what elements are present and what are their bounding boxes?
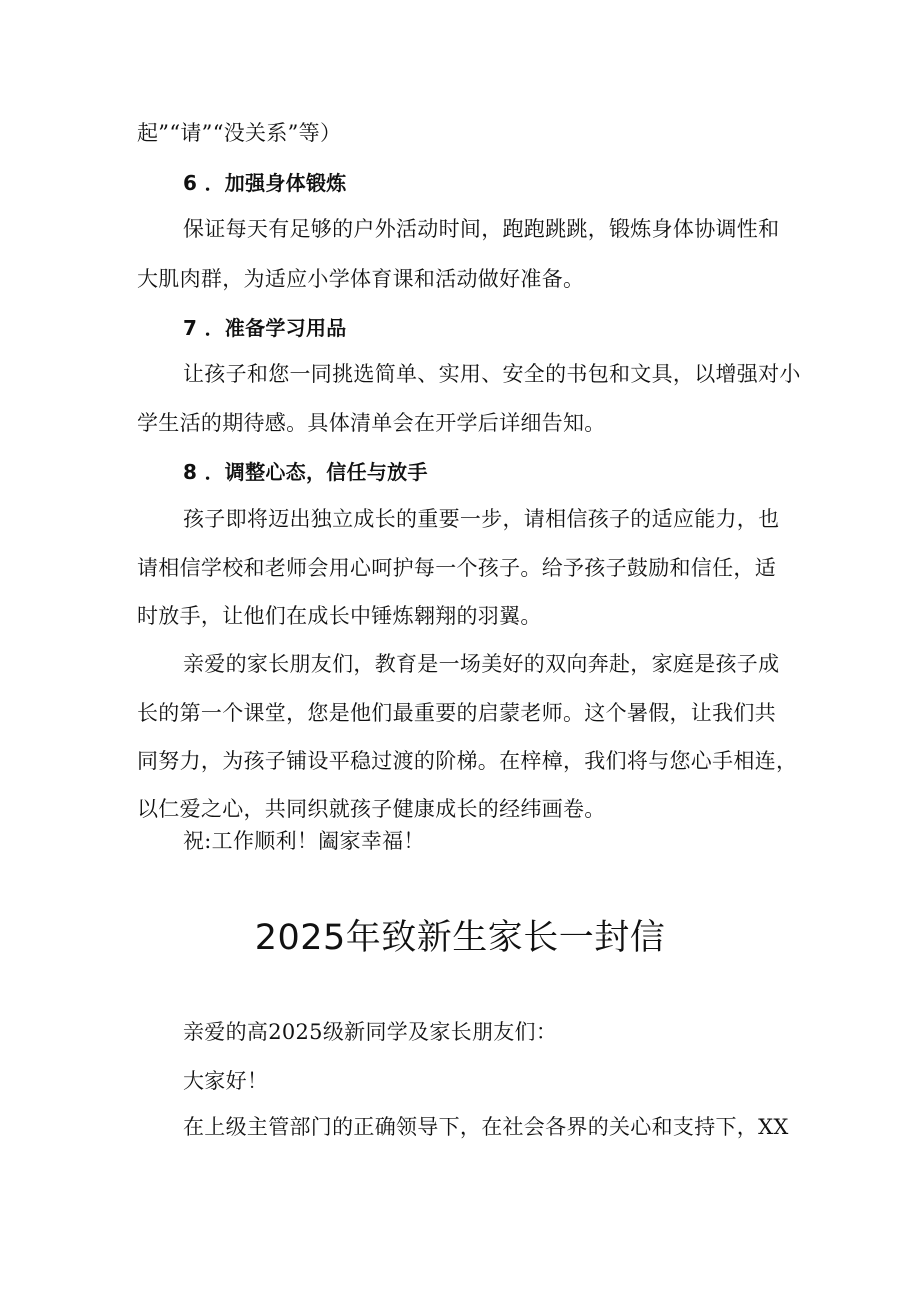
item-8-line-2: 请相信学校和老师会用心呵护每一个孩子。给予孩子鼓励和信任，适 — [137, 556, 776, 580]
closing-line-3: 同努力，为孩子铺设平稳过渡的阶梯。在梓樟，我们将与您心手相连， — [137, 749, 798, 773]
item-7-heading: 7 ．准备学习用品 — [183, 316, 347, 340]
item-7-line-1: 让孩子和您一同挑选简单、实用、安全的书包和文具，以增强对小 — [183, 362, 801, 386]
letter-body-line-1: 在上级主管部门的正确领导下，在社会各界的关心和支持下，XX — [183, 1115, 789, 1139]
item-6-line-1: 保证每天有足够的户外活动时间，跑跑跳跳，锻炼身体协调性和 — [183, 217, 780, 241]
letter-title: 2025年致新生家长一封信 — [254, 918, 666, 958]
closing-line-1: 亲爱的家长朋友们，教育是一场美好的双向奔赴，家庭是孩子成 — [183, 652, 780, 676]
letter-salutation: 亲爱的高2025级新同学及家长朋友们： — [183, 1020, 558, 1044]
item-8-line-1: 孩子即将迈出独立成长的重要一步，请相信孩子的适应能力，也 — [183, 507, 780, 531]
item-7-line-2: 学生活的期待感。具体清单会在开学后详细告知。 — [137, 411, 606, 435]
closing-line-2: 长的第一个课堂，您是他们最重要的启蒙老师。这个暑假，让我们共 — [137, 701, 776, 725]
item-8-line-3: 时放手，让他们在成长中锤炼翱翔的羽翼。 — [137, 604, 542, 628]
closing-wish: 祝:工作顺利！阖家幸福！ — [183, 829, 425, 853]
continued-text-line: 起”“请”“没关系”等） — [137, 121, 342, 145]
letter-greeting: 大家好！ — [183, 1069, 269, 1093]
item-6-heading: 6 ．加强身体锻炼 — [183, 171, 347, 195]
item-8-heading: 8 ．调整心态，信任与放手 — [183, 460, 428, 484]
closing-line-4: 以仁爱之心，共同织就孩子健康成长的经纬画卷。 — [137, 797, 606, 821]
item-6-line-2: 大肌肉群，为适应小学体育课和活动做好准备。 — [137, 267, 585, 291]
